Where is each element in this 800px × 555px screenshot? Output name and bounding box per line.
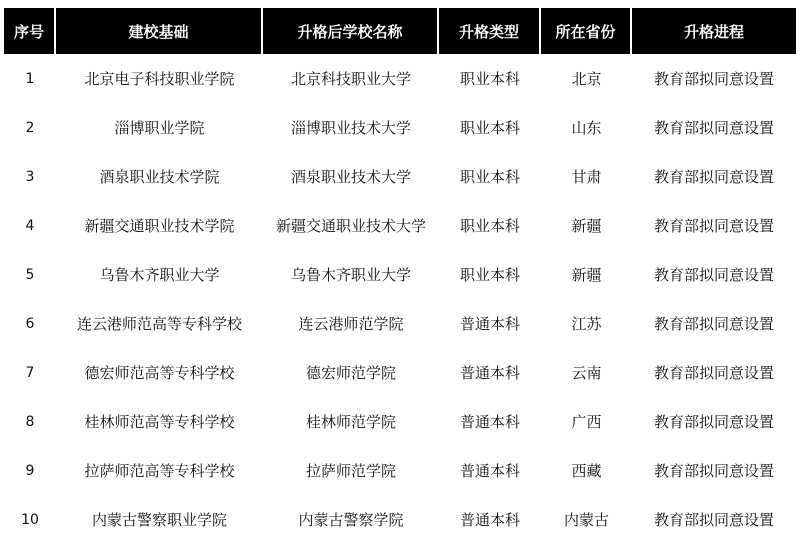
cell-upgrade-progress: 教育部拟同意设置: [653, 217, 774, 235]
header-upgrade-type: 升格类型: [439, 8, 541, 54]
cell-upgraded-school-name: 北京科技职业大学: [290, 70, 411, 88]
header-province: 所在省份: [541, 8, 632, 54]
table-row: [4, 54, 796, 103]
cell-founding-basis: 新疆交通职业技术学院: [84, 217, 235, 235]
table-row: [4, 299, 796, 348]
header-founding-basis: 建校基础: [56, 8, 263, 54]
cell-founding-basis: 拉萨师范高等专科学校: [84, 462, 235, 480]
cell-province: 西藏: [571, 462, 602, 480]
cell-founding-basis: 乌鲁木齐职业大学: [99, 266, 220, 284]
table-row: [4, 397, 796, 446]
cell-founding-basis: 酒泉职业技术学院: [99, 168, 220, 186]
cell-upgraded-school-name: 新疆交通职业技术大学: [275, 217, 426, 235]
cell-upgrade-progress: 教育部拟同意设置: [653, 266, 774, 284]
cell-province: 江苏: [571, 315, 602, 333]
table-row: [4, 495, 796, 544]
cell-serial-number: 5: [25, 266, 35, 283]
cell-province: 广西: [571, 413, 602, 431]
cell-province: 内蒙古: [563, 511, 609, 529]
cell-serial-number: 8: [25, 413, 35, 430]
table-row: [4, 446, 796, 495]
cell-serial-number: 4: [25, 217, 35, 234]
cell-upgrade-progress: 教育部拟同意设置: [653, 413, 774, 431]
cell-upgrade-progress: 教育部拟同意设置: [653, 119, 774, 137]
table-row: [4, 250, 796, 299]
cell-upgrade-type: 普通本科: [459, 364, 520, 382]
cell-serial-number: 7: [25, 364, 35, 381]
cell-province: 山东: [571, 119, 602, 137]
cell-founding-basis: 德宏师范高等专科学校: [84, 364, 235, 382]
cell-province: 甘肃: [571, 168, 602, 186]
cell-upgrade-progress: 教育部拟同意设置: [653, 511, 774, 529]
cell-founding-basis: 内蒙古警察职业学院: [91, 511, 227, 529]
cell-upgrade-type: 普通本科: [459, 511, 520, 529]
cell-upgrade-type: 职业本科: [459, 168, 520, 186]
cell-serial-number: 3: [25, 168, 35, 185]
cell-founding-basis: 北京电子科技职业学院: [84, 70, 235, 88]
header-serial-number: 序号: [4, 8, 56, 54]
cell-upgraded-school-name: 乌鲁木齐职业大学: [290, 266, 411, 284]
cell-serial-number: 9: [25, 462, 35, 479]
cell-founding-basis: 桂林师范高等专科学校: [84, 413, 235, 431]
cell-upgrade-progress: 教育部拟同意设置: [653, 462, 774, 480]
cell-upgrade-type: 普通本科: [459, 462, 520, 480]
cell-upgrade-type: 职业本科: [459, 119, 520, 137]
cell-upgrade-type: 职业本科: [459, 266, 520, 284]
cell-upgraded-school-name: 淄博职业技术大学: [290, 119, 411, 137]
cell-upgrade-progress: 教育部拟同意设置: [653, 364, 774, 382]
cell-upgraded-school-name: 德宏师范学院: [305, 364, 396, 382]
cell-province: 北京: [571, 70, 602, 88]
cell-upgrade-type: 普通本科: [459, 413, 520, 431]
cell-upgraded-school-name: 桂林师范学院: [305, 413, 396, 431]
cell-upgraded-school-name: 连云港师范学院: [298, 315, 404, 333]
cell-upgrade-progress: 教育部拟同意设置: [653, 168, 774, 186]
table-header-row: [4, 8, 796, 54]
cell-province: 新疆: [571, 217, 602, 235]
cell-province: 新疆: [571, 266, 602, 284]
table-row: [4, 348, 796, 397]
cell-upgrade-type: 普通本科: [459, 315, 520, 333]
cell-serial-number: 1: [25, 70, 35, 87]
table-row: [4, 103, 796, 152]
header-upgraded-school-name: 升格后学校名称: [263, 8, 439, 54]
cell-upgraded-school-name: 内蒙古警察学院: [298, 511, 404, 529]
cell-upgraded-school-name: 拉萨师范学院: [305, 462, 396, 480]
upgrade-table: [4, 8, 796, 544]
header-upgrade-progress: 升格进程: [632, 8, 796, 54]
cell-upgrade-progress: 教育部拟同意设置: [653, 315, 774, 333]
table-row: [4, 201, 796, 250]
cell-serial-number: 6: [25, 315, 35, 332]
cell-founding-basis: 连云港师范高等专科学校: [76, 315, 242, 333]
cell-upgrade-type: 职业本科: [459, 217, 520, 235]
cell-serial-number: 10: [21, 511, 39, 528]
table-row: [4, 152, 796, 201]
cell-serial-number: 2: [25, 119, 35, 136]
cell-province: 云南: [571, 364, 602, 382]
cell-upgrade-type: 职业本科: [459, 70, 520, 88]
cell-founding-basis: 淄博职业学院: [114, 119, 205, 137]
cell-upgrade-progress: 教育部拟同意设置: [653, 70, 774, 88]
cell-upgraded-school-name: 酒泉职业技术大学: [290, 168, 411, 186]
